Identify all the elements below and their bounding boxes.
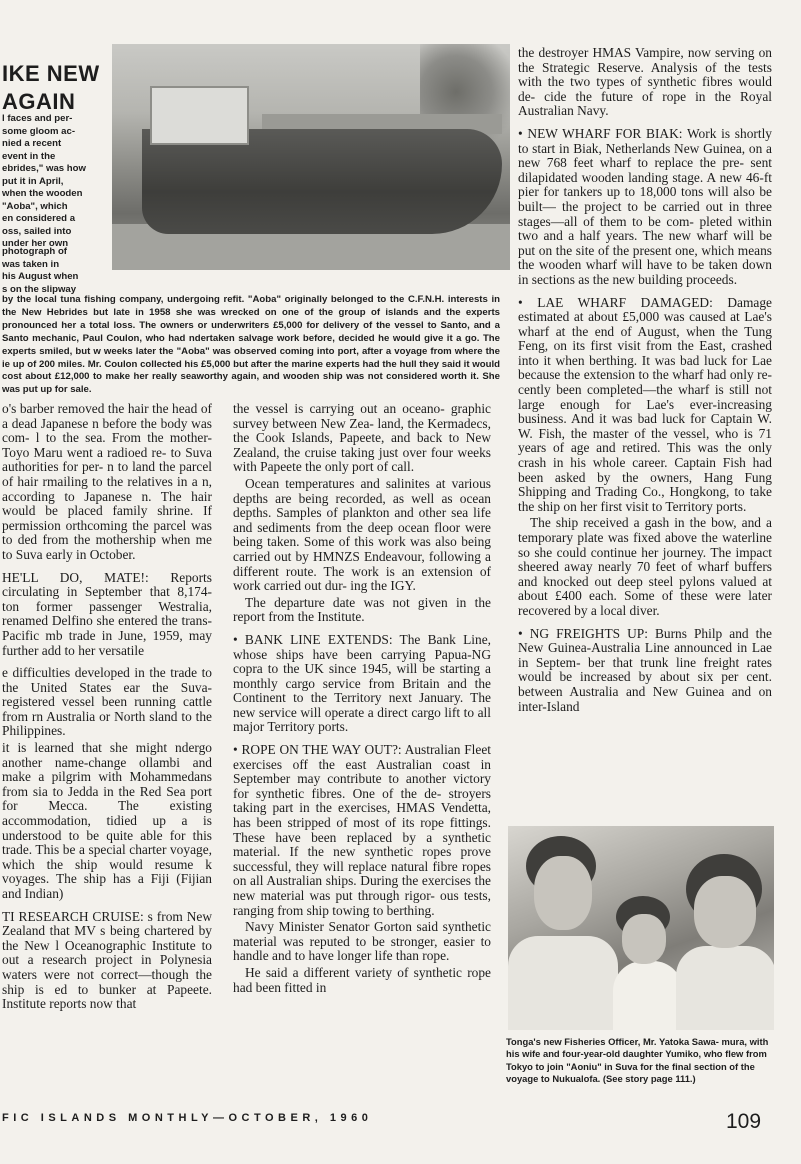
paragraph-lae-wharf: • LAE WHARF DAMAGED: Damage estimated at about £5,000 was caused at Lae's wharf at the end of August, when the Tung Feng, on its first visit from the East, crashed into it when berthing. It was bad luck for Lae because the extension to the wharf had only re- cently been completed—the wharf is still not large enough for Lae's ever-increasing business. And it was bad luck for Captain W. W. Fish, the master of the vessel, who is 71 years of age and retired. This was the only crash in his whole career. Captain Fish had been asked by the owners, Hang Fung Shipping and Trading Co., Hongkong, to take the ship on her first visit to Territory ports. [518, 294, 772, 514]
side-caption-line: event in the [2, 150, 56, 162]
photo-cabin [150, 86, 249, 145]
page-footer: FIC ISLANDS MONTHLY—OCTOBER, 1960 [2, 1112, 373, 1124]
article-headline [2, 60, 112, 116]
paragraph: Ocean temperatures and salinites at various depths are being recorded, as well as ocean depths. Samples of plankton and other sea life and sediments from the deep ocean floor were being taken. Some of this work was also being carried out by HMNZS Endeavour, following a different route. The work is an extension of work carried out dur- ing the IGY. [233, 475, 491, 594]
side-caption-line: under her own [2, 238, 69, 249]
paragraph-biak-wharf: • NEW WHARF FOR BIAK: Work is shortly to start in Biak, Netherlands New Guinea, on a new 768 feet wharf to replace the pre- sent dilapidated wooden landing stage. A new 46-ft pier for tankers up to 18,000 tons will also be built— the project to be carried out in three stages—all of them to be com- pleted within two and a half years. The new wharf will be put on the site of the present one, which means the wooden wharf will have to be taken down in sections as the new building proceeds. [518, 125, 772, 287]
side-caption-line: photograph of [2, 246, 68, 257]
photo-face [622, 914, 666, 964]
side-caption-line: ebrides," was how [2, 163, 86, 174]
paragraph-research-cruise: TI RESEARCH CRUISE: s from New Zealand that MV s being chartered by the New l Oceanographic Institute to out a research project in Polynesia waters were not correct—though the ship is ed to bunker at Papeete. Institute reports now that [2, 908, 212, 1012]
photo-figure [508, 936, 618, 1030]
side-caption-line: "Aoba", which [2, 200, 68, 212]
side-caption-line: put it in April, [2, 175, 64, 187]
paragraph: He said a different variety of synthetic rope had been fitted in [233, 964, 491, 995]
side-caption-line: nied a recent [2, 138, 62, 149]
photo-figure [613, 961, 683, 1030]
paragraph-hell-do-mate: HE'LL DO, MATE!: Reports circulating in September that 8,174-ton former passenger Westralia, renamed Delfino she entered the trans-Pacific mb trade in June, 1959, may further add to her versatile [2, 569, 212, 658]
headline-line-2: AGAIN [2, 89, 76, 114]
paragraph: it is learned that she might ndergo another name-change ollambi and make a pilgrim with Mohammedans from sia to Jedda in the Red Sea port for Mecca. The existing accommodation, tidied up a is understood to be quite able for this trade. This be a special charter voyage, which the ship would resume k voyages. The ship has a Fiji (Fijian and Indian) [2, 740, 212, 901]
paragraph-bank-line: • BANK LINE EXTENDS: The Bank Line, whose ships have been carrying Papua-NG copra to the UK since 1945, will be starting a monthly cargo service from Britain and the Continent to the Territory next January. The new service will operate a direct cargo lift to all major Territory ports. [233, 631, 491, 735]
photo-face [534, 856, 592, 930]
side-caption-line: was taken in [2, 258, 60, 270]
paragraph-ng-freights: • NG FREIGHTS UP: Burns Philp and the New Guinea-Australia Line announced in Lae in Septem- ber that trunk line freight rates would be increased by about six per cent. between Australia and New Guinea and on inter-Island [518, 625, 772, 714]
paragraph: The departure date was not given in the report from the Institute. [233, 594, 491, 625]
paragraph: Navy Minister Senator Gorton said synthetic material was reputed to be stronger, easier to handle and to have longer life than rope. [233, 919, 491, 964]
photo-caption: by the local tuna fishing company, undergoing refit. "Aoba" originally belonged to the C.F.N.H. interests in the New Hebrides but late in 1958 she was wrecked on one of the group of islands and the experts pronounced her a total loss. The owners or underwriters £5,000 for delivery of the vessel to Santo, and a Santo mechanic, Paul Coulon, who had ndertaken salvage work before, decided he would give it a go. The experts smiled, but w weeks later the "Aoba" was observed coming into port, after a voyage from where the ie up of 200 miles. Mr. Coulon collected his £5,000 but after the marine experts had the hull they said it would cost about £12,000 to make her really seaworthy again, and wooden ship was not considered worth it. She was put up for sale. [2, 294, 500, 396]
paragraph-rope: • ROPE ON THE WAY OUT?: Australian Fleet exercises off the east Australian coast in September may contribute to another victory for synthetic fibres. One of the de- stroyers taking part in the exercises, HMAS Vendetta, has been stripped of most of its rope fittings. These have been replaced by a synthetic material. If the new synthetic ropes prove successful, they will replace natural fibre ropes on all Australian ships. During the exercises the new material was put through rigor- ous tests, ranging from ship towing to berthing. [233, 742, 491, 918]
family-photo [508, 826, 774, 1030]
side-caption-line: s on the slipway [2, 283, 77, 295]
column-right [518, 46, 772, 722]
boat-photo [112, 44, 510, 270]
page-number: 109 [726, 1110, 762, 1133]
side-caption-line: his August when [2, 271, 79, 282]
headline-line-1: IKE NEW [2, 61, 100, 86]
photo-face [694, 876, 756, 948]
column-left [2, 402, 212, 1020]
family-photo-caption: Tonga's new Fisheries Officer, Mr. Yatoka Sawa- mura, with his wife and four-year-old daughter Yumiko, who flew from Tokyo to join "Aoniu" in Suva for the final section of the voyage to Nukualofa. (See story page 111.) [506, 1036, 769, 1084]
paragraph: The ship received a gash in the bow, and a temporary plate was fixed above the waterline so she could continue her journey. The impact sheered away nearly 70 feet of wharf buffers and knocked out deep steel pylons valued at about £400 each. Some of these were later recovered by a local diver. [518, 515, 772, 618]
side-caption-line: l faces and per- [2, 113, 73, 124]
side-caption-line: en considered a [2, 213, 76, 224]
side-caption-line: some gloom ac- [2, 125, 76, 137]
column-middle [233, 402, 491, 997]
side-caption-line: when the wooden [2, 188, 83, 199]
paragraph: the destroyer HMAS Vampire, now serving on the Strategic Reserve. Analysis of the tests with the two types of synthetic fibres would de- cide the future of rope in the Royal Australian Navy. [518, 45, 772, 119]
paragraph: o's barber removed the hair the head of a dead Japanese n before the body was com- l to the sea. From the mother- Toyo Maru went a radioed re- to Suva authorities for per- n to land the parcel of hair rmailing to the relatives in a n, according to Japanese n. The hair would be placed family shrine. If permission orthcoming the parcel was to ded from the mothership when me to Suva early in October. [2, 401, 212, 562]
side-caption-line: oss, sailed into [2, 225, 72, 237]
paragraph: e difficulties developed in the trade to the United States ear the Suva-registered vessel been running cattle from rn Australia or North sland to the Philippines. [2, 665, 212, 739]
paragraph: the vessel is carrying out an oceano- graphic survey between New Zea- land, the Kermadecs, the Cook Islands, Papeete, and back to New Zealand, the cruise taking just over four weeks with Papeete the only port of call. [233, 401, 491, 475]
photo-figure [676, 946, 774, 1030]
